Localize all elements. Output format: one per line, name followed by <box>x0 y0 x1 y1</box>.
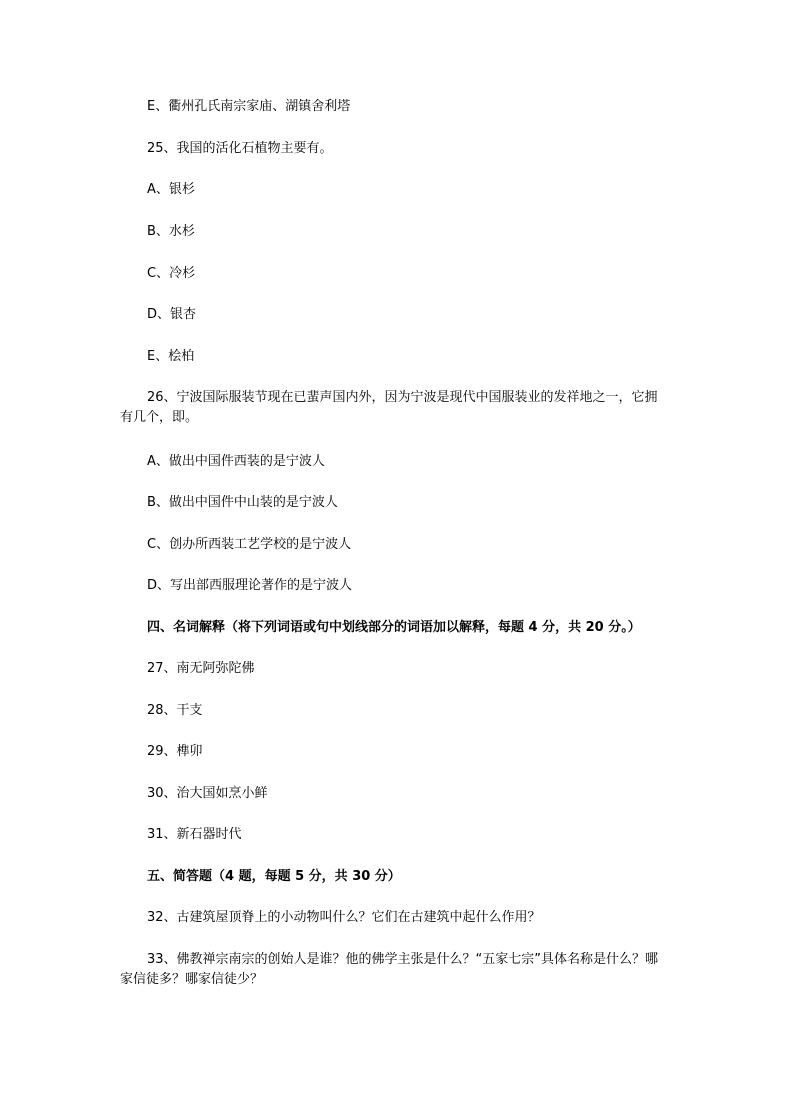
question-27: 27、南无阿弥陀佛 <box>147 661 255 676</box>
question-31: 31、新石器时代 <box>147 827 242 842</box>
option-a-q25: A、银杉 <box>147 182 195 197</box>
option-a-q26: A、做出中国件西装的是宁波人 <box>147 454 325 469</box>
question-33: 33、佛教禅宗南宗的创始人是谁？他的佛学主张是什么？“五家七宗”具体名称是什么？哪家信徒多？哪家信徒少？ <box>120 952 659 987</box>
option-b-q25: B、水杉 <box>147 224 195 239</box>
option-e-q25: E、桧柏 <box>147 349 195 364</box>
question-28: 28、干支 <box>147 703 203 718</box>
question-26: 26、宁波国际服装节现在已蜚声国内外，因为宁波是现代中国服装业的发祥地之一，它拥有几个，即。 <box>120 390 658 425</box>
option-c-q25: C、冷杉 <box>147 266 196 281</box>
option-e-q24: E、衢州孔氏南宗家庙、湖镇舍利塔 <box>147 99 351 114</box>
question-30: 30、治大国如烹小鲜 <box>147 786 268 801</box>
option-d-q26: D、写出部西服理论著作的是宁波人 <box>147 578 353 593</box>
option-b-q26: B、做出中国件中山装的是宁波人 <box>147 495 338 510</box>
question-32: 32、古建筑屋顶脊上的小动物叫什么？它们在古建筑中起什么作用？ <box>147 910 541 925</box>
question-25: 25、我国的活化石植物主要有。 <box>147 141 333 156</box>
option-c-q26: C、创办所西装工艺学校的是宁波人 <box>147 537 352 552</box>
section-heading-4: 四、名词解释（将下列词语或句中划线部分的词语加以解释，每题 4 分，共 20 分。） <box>147 620 641 635</box>
question-29: 29、榫卯 <box>147 744 203 759</box>
option-d-q25: D、银杏 <box>147 307 197 322</box>
section-heading-5: 五、简答题（4 题，每题 5 分，共 30 分） <box>147 869 401 884</box>
